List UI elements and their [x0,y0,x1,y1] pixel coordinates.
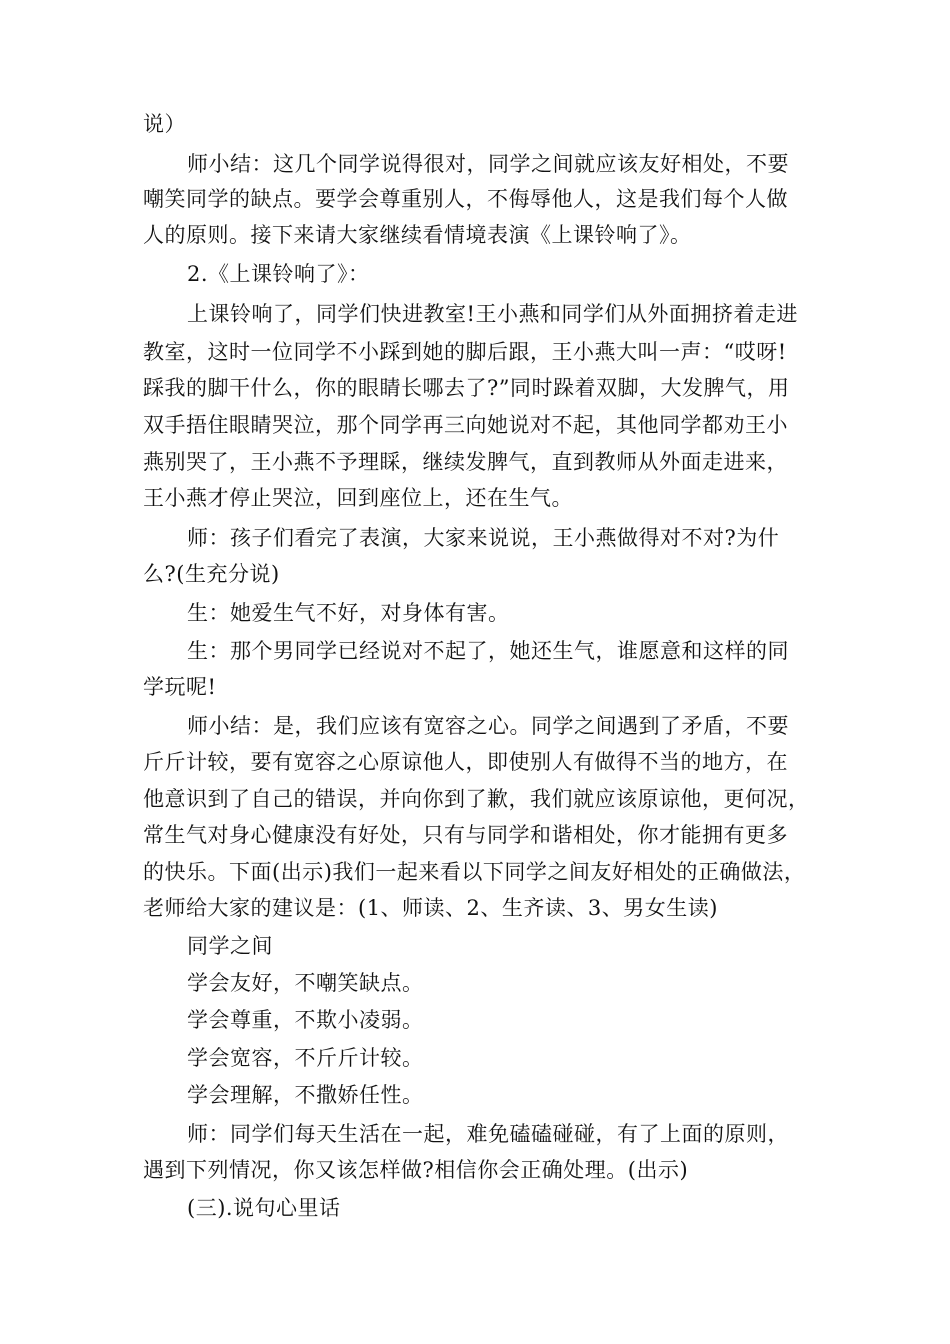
list-item: 学会尊重，不欺小凌弱。 [187,1008,424,1032]
list-item: 学会宽容，不斤斤计较。 [187,1046,424,1070]
text-line: 学玩呢! [143,675,217,699]
text-line: 燕别哭了，王小燕不予理睬，继续发脾气，直到教师从外面走进来， [143,450,788,474]
text-line: 人的原则。接下来请大家继续看情境表演《上课铃响了》。 [143,223,692,247]
text-line: 双手捂住眼睛哭泣，那个同学再三向她说对不起，其他同学都劝王小 [143,413,788,437]
text-line: 斤斤计较，要有宽容之心原谅他人，即使别人有做得不当的地方，在 [143,750,788,774]
section-heading: 2.《上课铃响了》： [187,262,370,286]
text-line: 王小燕才停止哭泣，回到座位上，还在生气。 [143,486,573,510]
text-line: 教室，这时一位同学不小踩到她的脚后跟，王小燕大叫一声：“哎呀! [143,340,787,364]
text-line: 同学之间 [187,934,273,958]
text-line: 生：她爱生气不好，对身体有害。 [187,601,510,625]
text-line: 生：那个男同学已经说对不起了，她还生气，谁愿意和这样的同 [187,639,789,663]
text-line: 遇到下列情况，你又该怎样做?相信你会正确处理。(出示) [143,1158,689,1182]
list-item: 学会理解，不撒娇任性。 [187,1083,424,1107]
text-line: 常生气对身心健康没有好处，只有与同学和谐相处，你才能拥有更多 [143,823,788,847]
section-heading: (三).说句心里话 [187,1196,341,1220]
text-line: 说） [143,112,186,136]
text-line: 的快乐。下面(出示)我们一起来看以下同学之间友好相处的正确做法， [143,860,806,884]
list-item: 学会友好，不嘲笑缺点。 [187,971,424,995]
text-line: 嘲笑同学的缺点。要学会尊重别人，不侮辱他人，这是我们每个人做 [143,187,788,211]
text-line: 师小结：这几个同学说得很对，同学之间就应该友好相处，不要 [187,152,789,176]
text-line: 师小结：是，我们应该有宽容之心。同学之间遇到了矛盾，不要 [187,714,789,738]
text-line: 踩我的脚干什么，你的眼睛长哪去了?”同时跺着双脚，大发脾气，用 [143,376,790,400]
text-line: 么?(生充分说) [143,562,280,586]
text-line: 师：同学们每天生活在一起，难免磕磕碰碰，有了上面的原则， [187,1122,789,1146]
text-line: 上课铃响了，同学们快进教室!王小燕和同学们从外面拥挤着走进 [187,302,798,326]
text-line: 师：孩子们看完了表演，大家来说说，王小燕做得对不对?为什 [187,526,780,550]
text-line: 老师给大家的建议是：(1、师读、2、生齐读、3、男女生读) [143,896,718,920]
text-line: 他意识到了自己的错误，并向你到了歉，我们就应该原谅他，更何况， [143,787,810,811]
